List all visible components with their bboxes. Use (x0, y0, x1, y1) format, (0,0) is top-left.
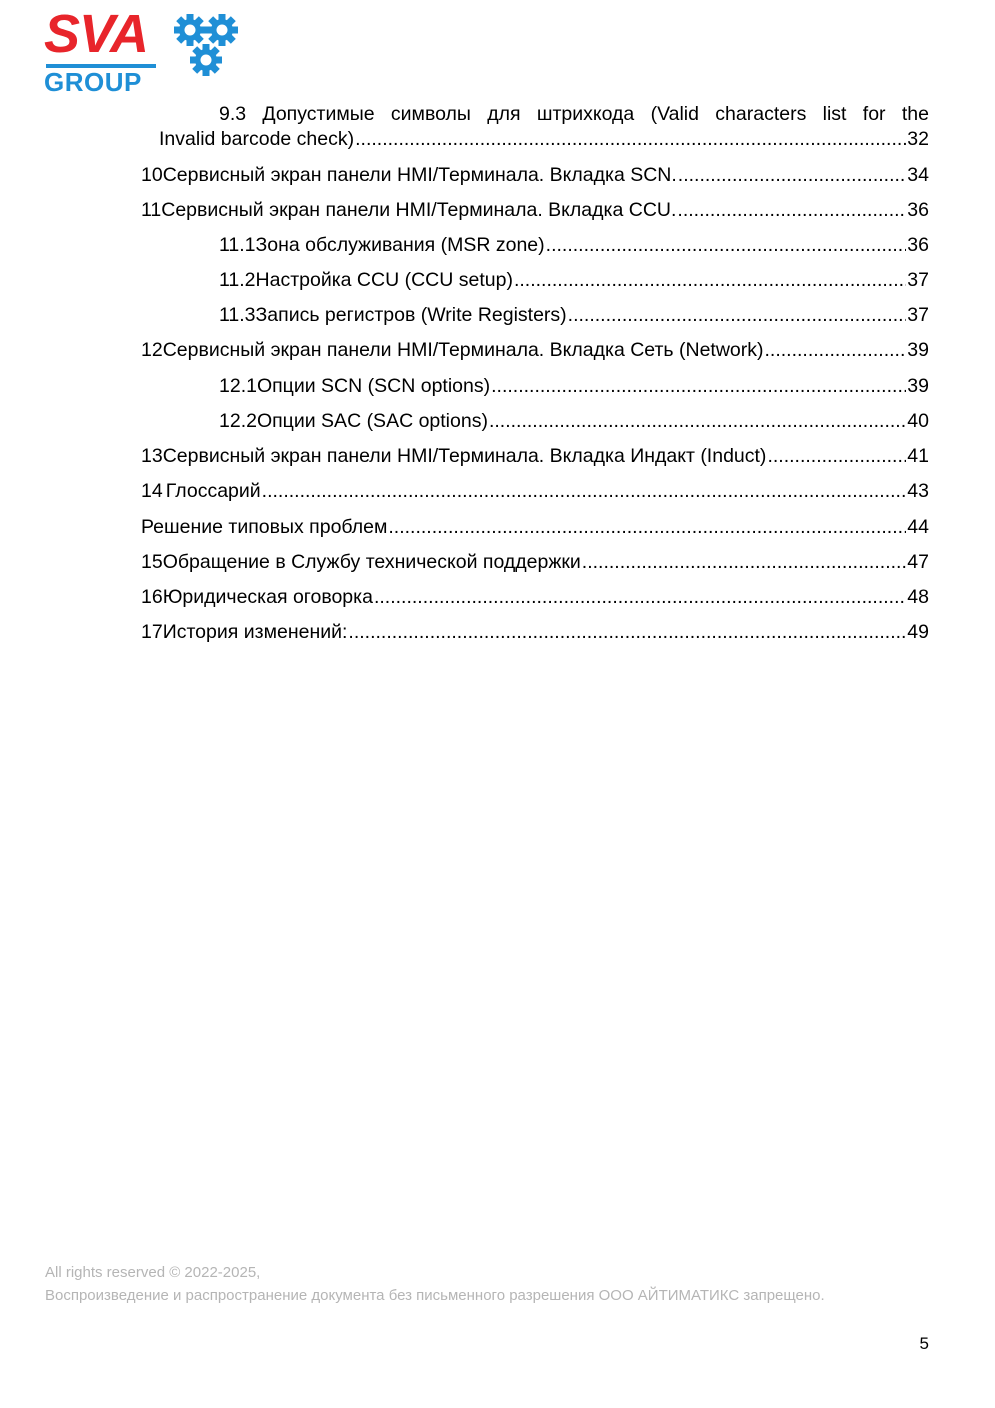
toc-number: 11.1 (219, 234, 256, 256)
toc-number: 12.1 (219, 375, 257, 397)
toc-number: 15 (141, 551, 163, 573)
toc-page: 37 (907, 304, 929, 326)
toc-leader (262, 479, 907, 503)
toc-title: Обращение в Службу технической поддержки (162, 551, 581, 573)
toc-number: 11.2 (219, 269, 256, 291)
toc-title: Сервисный экран панели HMI/Терминала. Вкладка SCN. (162, 164, 677, 186)
toc-page: 41 (907, 445, 929, 467)
toc-title: Сервисный экран панели HMI/Терминала. Вкладка Сеть (Network) (162, 339, 764, 361)
toc-title: История изменений: (162, 621, 348, 643)
toc-title: Настройка CCU (CCU setup) (255, 269, 513, 291)
toc-leader (568, 303, 907, 327)
toc-leader (491, 374, 906, 398)
toc-leader (374, 585, 906, 609)
toc-page: 49 (907, 621, 929, 643)
toc-page: 39 (907, 339, 929, 361)
toc-entry[interactable] (141, 620, 929, 644)
toc-entry[interactable] (219, 409, 929, 433)
toc-leader (765, 338, 907, 362)
page-number: 5 (919, 1334, 929, 1353)
toc-leader (514, 268, 906, 292)
toc-entry[interactable] (219, 303, 929, 327)
toc-leader (489, 409, 906, 433)
toc-title: Invalid barcode check) (159, 128, 355, 150)
toc-leader (677, 198, 906, 222)
toc-entry[interactable] (219, 233, 929, 257)
toc-title: Запись регистров (Write Registers) (255, 304, 567, 326)
toc-word: the (901, 103, 929, 125)
toc-word: для (487, 103, 521, 125)
toc-title: Сервисный экран панели HMI/Терминала. Вкладка CCU. (161, 199, 677, 221)
toc-leader (678, 163, 907, 187)
toc-number: 13 (141, 445, 163, 467)
toc-leader (388, 515, 906, 539)
toc-number: 17 (141, 621, 163, 643)
toc-entry[interactable] (141, 444, 929, 468)
toc-title: Юридическая оговорка (162, 586, 373, 608)
toc-word: characters (715, 103, 807, 125)
toc-word: штрихкода (536, 103, 635, 125)
toc-title: Сервисный экран панели HMI/Терминала. Вкладка Индакт (Induct) (162, 445, 767, 467)
toc-leader (767, 444, 906, 468)
toc-word: list (822, 103, 847, 125)
toc-entry-9-3-line1[interactable] (219, 102, 929, 126)
toc-entry-9-3-line2[interactable] (159, 127, 929, 151)
toc-page: 48 (907, 586, 929, 608)
toc-number: 9.3 (219, 103, 247, 125)
toc-page: 47 (907, 551, 929, 573)
toc-entry[interactable] (141, 198, 929, 222)
toc-number: 12 (141, 339, 163, 361)
toc-number: 16 (141, 586, 163, 608)
gears-icon (170, 8, 260, 94)
toc-word: (Valid (650, 103, 699, 125)
company-logo (44, 6, 260, 96)
toc-leader (546, 233, 907, 257)
toc-title: Решение типовых проблем (141, 516, 388, 538)
toc-page: 39 (907, 375, 929, 397)
toc-entry[interactable] (141, 479, 929, 503)
toc-word: Допустимые (262, 103, 375, 125)
logo-text-sva: SVA (44, 4, 149, 64)
toc-title: Опции SCN (SCN options) (256, 375, 491, 397)
toc-entry[interactable] (219, 268, 929, 292)
toc-entry[interactable] (141, 338, 929, 362)
toc-leader (348, 620, 906, 644)
toc-entry[interactable] (141, 163, 929, 187)
toc-page: 32 (907, 128, 929, 150)
toc-entry[interactable] (141, 585, 929, 609)
toc-entry[interactable] (141, 550, 929, 574)
toc-page: 36 (907, 234, 929, 256)
toc-leader (355, 127, 906, 151)
toc-page: 40 (907, 410, 929, 432)
toc-word: for (862, 103, 886, 125)
toc-entry[interactable] (219, 374, 929, 398)
toc-page: 37 (907, 269, 929, 291)
footer-notice: Воспроизведение и распространение документа без письменного разрешения ООО АЙТИМАТИКС запрещено. (45, 1287, 825, 1304)
toc-title: Зона обслуживания (MSR zone) (255, 234, 545, 256)
toc-number: 14 (141, 480, 163, 502)
toc-page: 34 (907, 164, 929, 186)
toc-number: 12.2 (219, 410, 257, 432)
toc-word: символы (390, 103, 471, 125)
toc-number: 11 (141, 199, 162, 221)
toc-title: Опции SAC (SAC options) (256, 410, 488, 432)
toc-page: 43 (907, 480, 929, 502)
toc-leader (582, 550, 907, 574)
toc-entry[interactable] (141, 515, 929, 539)
toc-number: 11.3 (219, 304, 256, 326)
toc-title: Глоссарий (165, 480, 261, 502)
toc-number: 10 (141, 164, 163, 186)
footer-copyright: All rights reserved © 2022-2025, (45, 1264, 261, 1281)
toc-page: 36 (907, 199, 929, 221)
logo-text-group: GROUP (44, 67, 142, 97)
toc-page: 44 (907, 516, 929, 538)
